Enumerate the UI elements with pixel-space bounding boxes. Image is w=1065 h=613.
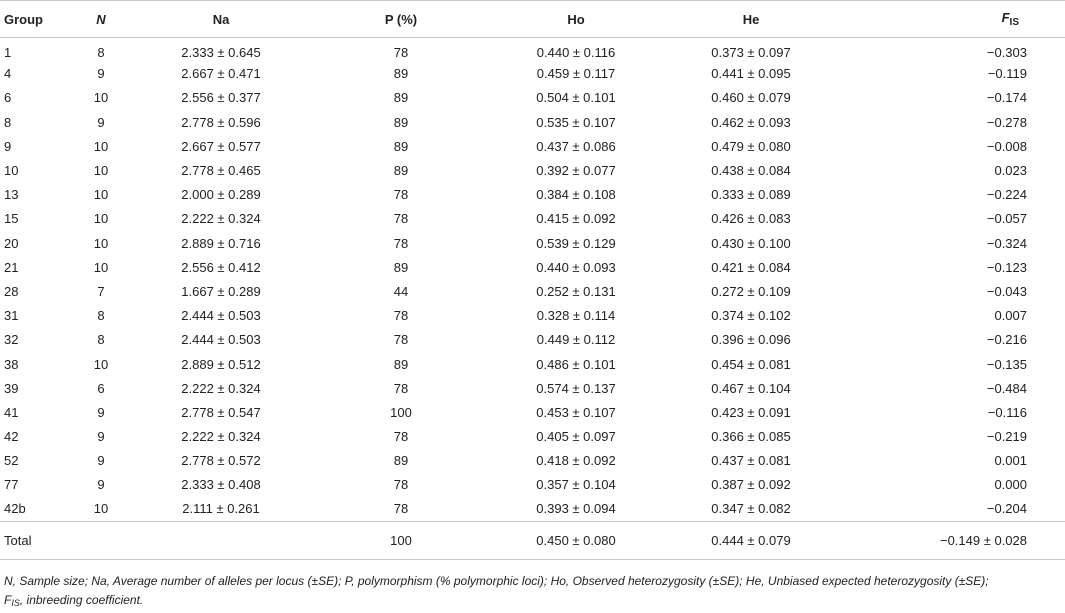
table-row xyxy=(0,473,1065,497)
cell-group: 8 xyxy=(4,114,12,130)
total-group: Total xyxy=(0,521,66,559)
cell-na: 2.222 ± 0.324 xyxy=(181,380,261,396)
cell-fis: −0.484 xyxy=(986,380,1027,396)
cell-n: 9 xyxy=(97,66,105,82)
cell-fis: −0.116 xyxy=(987,404,1027,420)
cell-group: 13 xyxy=(4,187,19,203)
cell-group: 38 xyxy=(4,356,19,372)
cell-n: 10 xyxy=(93,187,109,203)
table-footnote xyxy=(4,572,1009,613)
cell-p: 44 xyxy=(393,283,409,299)
cell-ho: 0.384 ± 0.108 xyxy=(536,187,616,203)
cell-fis: −0.123 xyxy=(986,259,1027,275)
table-row xyxy=(0,183,1065,207)
cell-na: 2.111 ± 0.261 xyxy=(182,501,260,517)
table-row xyxy=(0,497,1065,521)
cell-he: 0.479 ± 0.080 xyxy=(711,138,791,154)
cell-na: 1.667 ± 0.289 xyxy=(181,283,261,299)
cell-fis: −0.216 xyxy=(986,332,1027,348)
cell-fis: −0.219 xyxy=(986,429,1027,445)
total-n xyxy=(66,521,136,559)
cell-he: 0.366 ± 0.085 xyxy=(711,429,791,445)
cell-he: 0.374 ± 0.102 xyxy=(711,308,791,324)
cell-n: 10 xyxy=(93,235,109,251)
table-row xyxy=(0,352,1065,376)
table-body xyxy=(0,38,1065,522)
total-row xyxy=(0,521,1065,559)
cell-fis: 0.001 xyxy=(994,453,1027,469)
cell-n: 10 xyxy=(93,356,109,372)
header-fis-sub: IS xyxy=(1009,17,1019,28)
cell-p: 78 xyxy=(393,501,409,517)
table-row xyxy=(0,449,1065,473)
cell-p: 78 xyxy=(393,380,409,396)
header-row xyxy=(0,1,1065,38)
cell-n: 10 xyxy=(93,163,109,179)
cell-n: 10 xyxy=(93,138,109,154)
table-row xyxy=(0,304,1065,328)
cell-p: 89 xyxy=(393,163,409,179)
cell-ho: 0.504 ± 0.101 xyxy=(536,90,616,106)
cell-p: 78 xyxy=(393,235,409,251)
cell-p: 78 xyxy=(393,429,409,445)
cell-p: 89 xyxy=(393,356,409,372)
total-ho: 0.450 ± 0.080 xyxy=(496,521,656,559)
total-p: 100 xyxy=(306,521,496,559)
cell-ho: 0.252 ± 0.131 xyxy=(536,283,616,299)
cell-group: 31 xyxy=(4,308,19,324)
cell-n: 8 xyxy=(97,308,105,324)
cell-group: 15 xyxy=(4,211,19,227)
cell-na: 2.000 ± 0.289 xyxy=(181,187,261,203)
cell-n: 7 xyxy=(97,283,105,299)
cell-fis: 0.007 xyxy=(994,308,1027,324)
cell-he: 0.467 ± 0.104 xyxy=(711,380,791,396)
cell-group: 20 xyxy=(4,235,19,251)
cell-fis: −0.303 xyxy=(986,45,1027,61)
cell-na: 2.889 ± 0.512 xyxy=(181,356,261,372)
cell-n: 9 xyxy=(97,429,105,445)
cell-group: 32 xyxy=(4,332,19,348)
table-row xyxy=(0,110,1065,134)
cell-he: 0.438 ± 0.084 xyxy=(711,163,791,179)
cell-ho: 0.437 ± 0.086 xyxy=(536,138,616,154)
cell-he: 0.426 ± 0.083 xyxy=(711,211,791,227)
cell-he: 0.441 ± 0.095 xyxy=(711,66,791,82)
cell-group: 9 xyxy=(4,138,12,154)
cell-fis: −0.278 xyxy=(986,114,1027,130)
cell-na: 2.778 ± 0.547 xyxy=(181,404,261,420)
cell-n: 8 xyxy=(97,332,105,348)
cell-he: 0.272 ± 0.109 xyxy=(711,283,791,299)
cell-na: 2.333 ± 0.645 xyxy=(181,45,261,61)
cell-group: 10 xyxy=(4,163,19,179)
cell-ho: 0.418 ± 0.092 xyxy=(536,453,616,469)
cell-group: 42b xyxy=(4,501,26,517)
table-row xyxy=(0,279,1065,303)
cell-p: 78 xyxy=(393,211,409,227)
cell-he: 0.421 ± 0.084 xyxy=(711,259,791,275)
cell-fis: −0.204 xyxy=(986,501,1027,517)
cell-p: 89 xyxy=(393,138,409,154)
cell-p: 89 xyxy=(393,90,409,106)
cell-ho: 0.440 ± 0.093 xyxy=(536,259,616,275)
table-row xyxy=(0,400,1065,424)
cell-ho: 0.486 ± 0.101 xyxy=(536,356,616,372)
cell-group: 6 xyxy=(4,90,12,106)
cell-group: 21 xyxy=(4,259,19,275)
cell-na: 2.889 ± 0.716 xyxy=(181,235,261,251)
cell-ho: 0.459 ± 0.117 xyxy=(536,66,616,82)
cell-ho: 0.357 ± 0.104 xyxy=(536,477,616,493)
cell-p: 78 xyxy=(393,477,409,493)
cell-na: 2.222 ± 0.324 xyxy=(181,211,261,227)
cell-p: 78 xyxy=(393,332,409,348)
cell-n: 6 xyxy=(97,380,105,396)
cell-he: 0.460 ± 0.079 xyxy=(711,90,791,106)
cell-he: 0.373 ± 0.097 xyxy=(711,45,791,61)
footnote-text: N, Sample size; Na, Average number of alleles per locus (±SE); P, polymorphism (% polymorphic loci); Ho, Observed heterozygosity (±SE); He, Unbiased expected heterozygosity (±SE); F xyxy=(4,574,989,607)
cell-na: 2.778 ± 0.465 xyxy=(181,163,261,179)
cell-p: 89 xyxy=(393,259,409,275)
total-na xyxy=(136,521,306,559)
cell-na: 2.667 ± 0.471 xyxy=(181,66,261,82)
cell-fis: −0.324 xyxy=(986,235,1027,251)
cell-fis: −0.119 xyxy=(987,66,1027,82)
cell-he: 0.437 ± 0.081 xyxy=(711,453,791,469)
cell-ho: 0.574 ± 0.137 xyxy=(536,380,616,396)
table-row xyxy=(0,86,1065,110)
cell-na: 2.778 ± 0.596 xyxy=(181,114,261,130)
cell-n: 10 xyxy=(93,211,109,227)
table-row xyxy=(0,425,1065,449)
cell-na: 2.556 ± 0.412 xyxy=(181,259,261,275)
header-na: Na xyxy=(136,1,306,38)
cell-group: 4 xyxy=(4,66,12,82)
cell-group: 1 xyxy=(4,45,12,61)
cell-ho: 0.539 ± 0.129 xyxy=(536,235,616,251)
cell-n: 9 xyxy=(97,114,105,130)
cell-he: 0.462 ± 0.093 xyxy=(711,114,791,130)
cell-fis: −0.057 xyxy=(986,211,1027,227)
table-row xyxy=(0,134,1065,158)
cell-fis: −0.135 xyxy=(986,356,1027,372)
cell-group: 39 xyxy=(4,380,19,396)
cell-group: 41 xyxy=(4,404,19,420)
table-row xyxy=(0,231,1065,255)
cell-ho: 0.393 ± 0.094 xyxy=(536,501,616,517)
cell-he: 0.347 ± 0.082 xyxy=(711,501,791,517)
footnote-text-end: , inbreeding coefficient. xyxy=(19,593,144,607)
cell-p: 78 xyxy=(393,45,409,61)
cell-na: 2.778 ± 0.572 xyxy=(181,453,261,469)
cell-na: 2.667 ± 0.577 xyxy=(181,138,261,154)
cell-he: 0.430 ± 0.100 xyxy=(711,235,791,251)
header-group: Group xyxy=(0,1,66,38)
cell-ho: 0.440 ± 0.116 xyxy=(536,45,616,61)
cell-ho: 0.405 ± 0.097 xyxy=(536,429,616,445)
cell-fis: −0.174 xyxy=(986,90,1027,106)
table-row xyxy=(0,62,1065,86)
cell-ho: 0.449 ± 0.112 xyxy=(536,332,616,348)
cell-ho: 0.415 ± 0.092 xyxy=(536,211,616,227)
cell-he: 0.333 ± 0.089 xyxy=(711,187,791,203)
cell-na: 2.556 ± 0.377 xyxy=(181,90,261,106)
cell-group: 52 xyxy=(4,453,19,469)
cell-ho: 0.328 ± 0.114 xyxy=(536,308,616,324)
table-row xyxy=(0,207,1065,231)
cell-fis: −0.008 xyxy=(986,138,1027,154)
cell-n: 8 xyxy=(97,45,105,61)
cell-p: 89 xyxy=(393,453,409,469)
header-ho: Ho xyxy=(496,1,656,38)
cell-he: 0.454 ± 0.081 xyxy=(711,356,791,372)
total-he: 0.444 ± 0.079 xyxy=(656,521,846,559)
cell-n: 10 xyxy=(93,501,109,517)
cell-p: 78 xyxy=(393,187,409,203)
cell-na: 2.333 ± 0.408 xyxy=(181,477,261,493)
cell-n: 10 xyxy=(93,90,109,106)
cell-group: 28 xyxy=(4,283,19,299)
header-he: He xyxy=(656,1,846,38)
cell-ho: 0.535 ± 0.107 xyxy=(536,114,616,130)
header-fis xyxy=(846,1,1065,38)
cell-he: 0.423 ± 0.091 xyxy=(711,404,791,420)
cell-fis: 0.000 xyxy=(994,477,1027,493)
cell-na: 2.444 ± 0.503 xyxy=(181,308,261,324)
cell-ho: 0.453 ± 0.107 xyxy=(536,404,616,420)
cell-n: 9 xyxy=(97,477,105,493)
cell-ho: 0.392 ± 0.077 xyxy=(536,163,616,179)
cell-he: 0.396 ± 0.096 xyxy=(711,332,791,348)
cell-n: 10 xyxy=(93,259,109,275)
header-p: P (%) xyxy=(306,1,496,38)
table-row xyxy=(0,376,1065,400)
table-row xyxy=(0,38,1065,62)
cell-p: 89 xyxy=(393,114,409,130)
cell-n: 9 xyxy=(97,404,105,420)
total-fis: −0.149 ± 0.028 xyxy=(846,521,1065,559)
cell-na: 2.444 ± 0.503 xyxy=(181,332,261,348)
cell-fis: −0.043 xyxy=(986,283,1027,299)
cell-group: 42 xyxy=(4,429,19,445)
table-row xyxy=(0,328,1065,352)
cell-p: 100 xyxy=(390,404,412,420)
cell-na: 2.222 ± 0.324 xyxy=(181,429,261,445)
table-row xyxy=(0,255,1065,279)
table-row xyxy=(0,158,1065,182)
cell-group: 77 xyxy=(4,477,19,493)
cell-fis: 0.023 xyxy=(994,163,1027,179)
cell-he: 0.387 ± 0.092 xyxy=(711,477,791,493)
cell-p: 78 xyxy=(393,308,409,324)
cell-n: 9 xyxy=(97,453,105,469)
footnote-fis-sub: IS xyxy=(11,598,20,608)
header-n: N xyxy=(66,1,136,38)
cell-p: 89 xyxy=(393,66,409,82)
cell-fis: −0.224 xyxy=(986,187,1027,203)
header-fis-main: F xyxy=(1001,10,1010,25)
